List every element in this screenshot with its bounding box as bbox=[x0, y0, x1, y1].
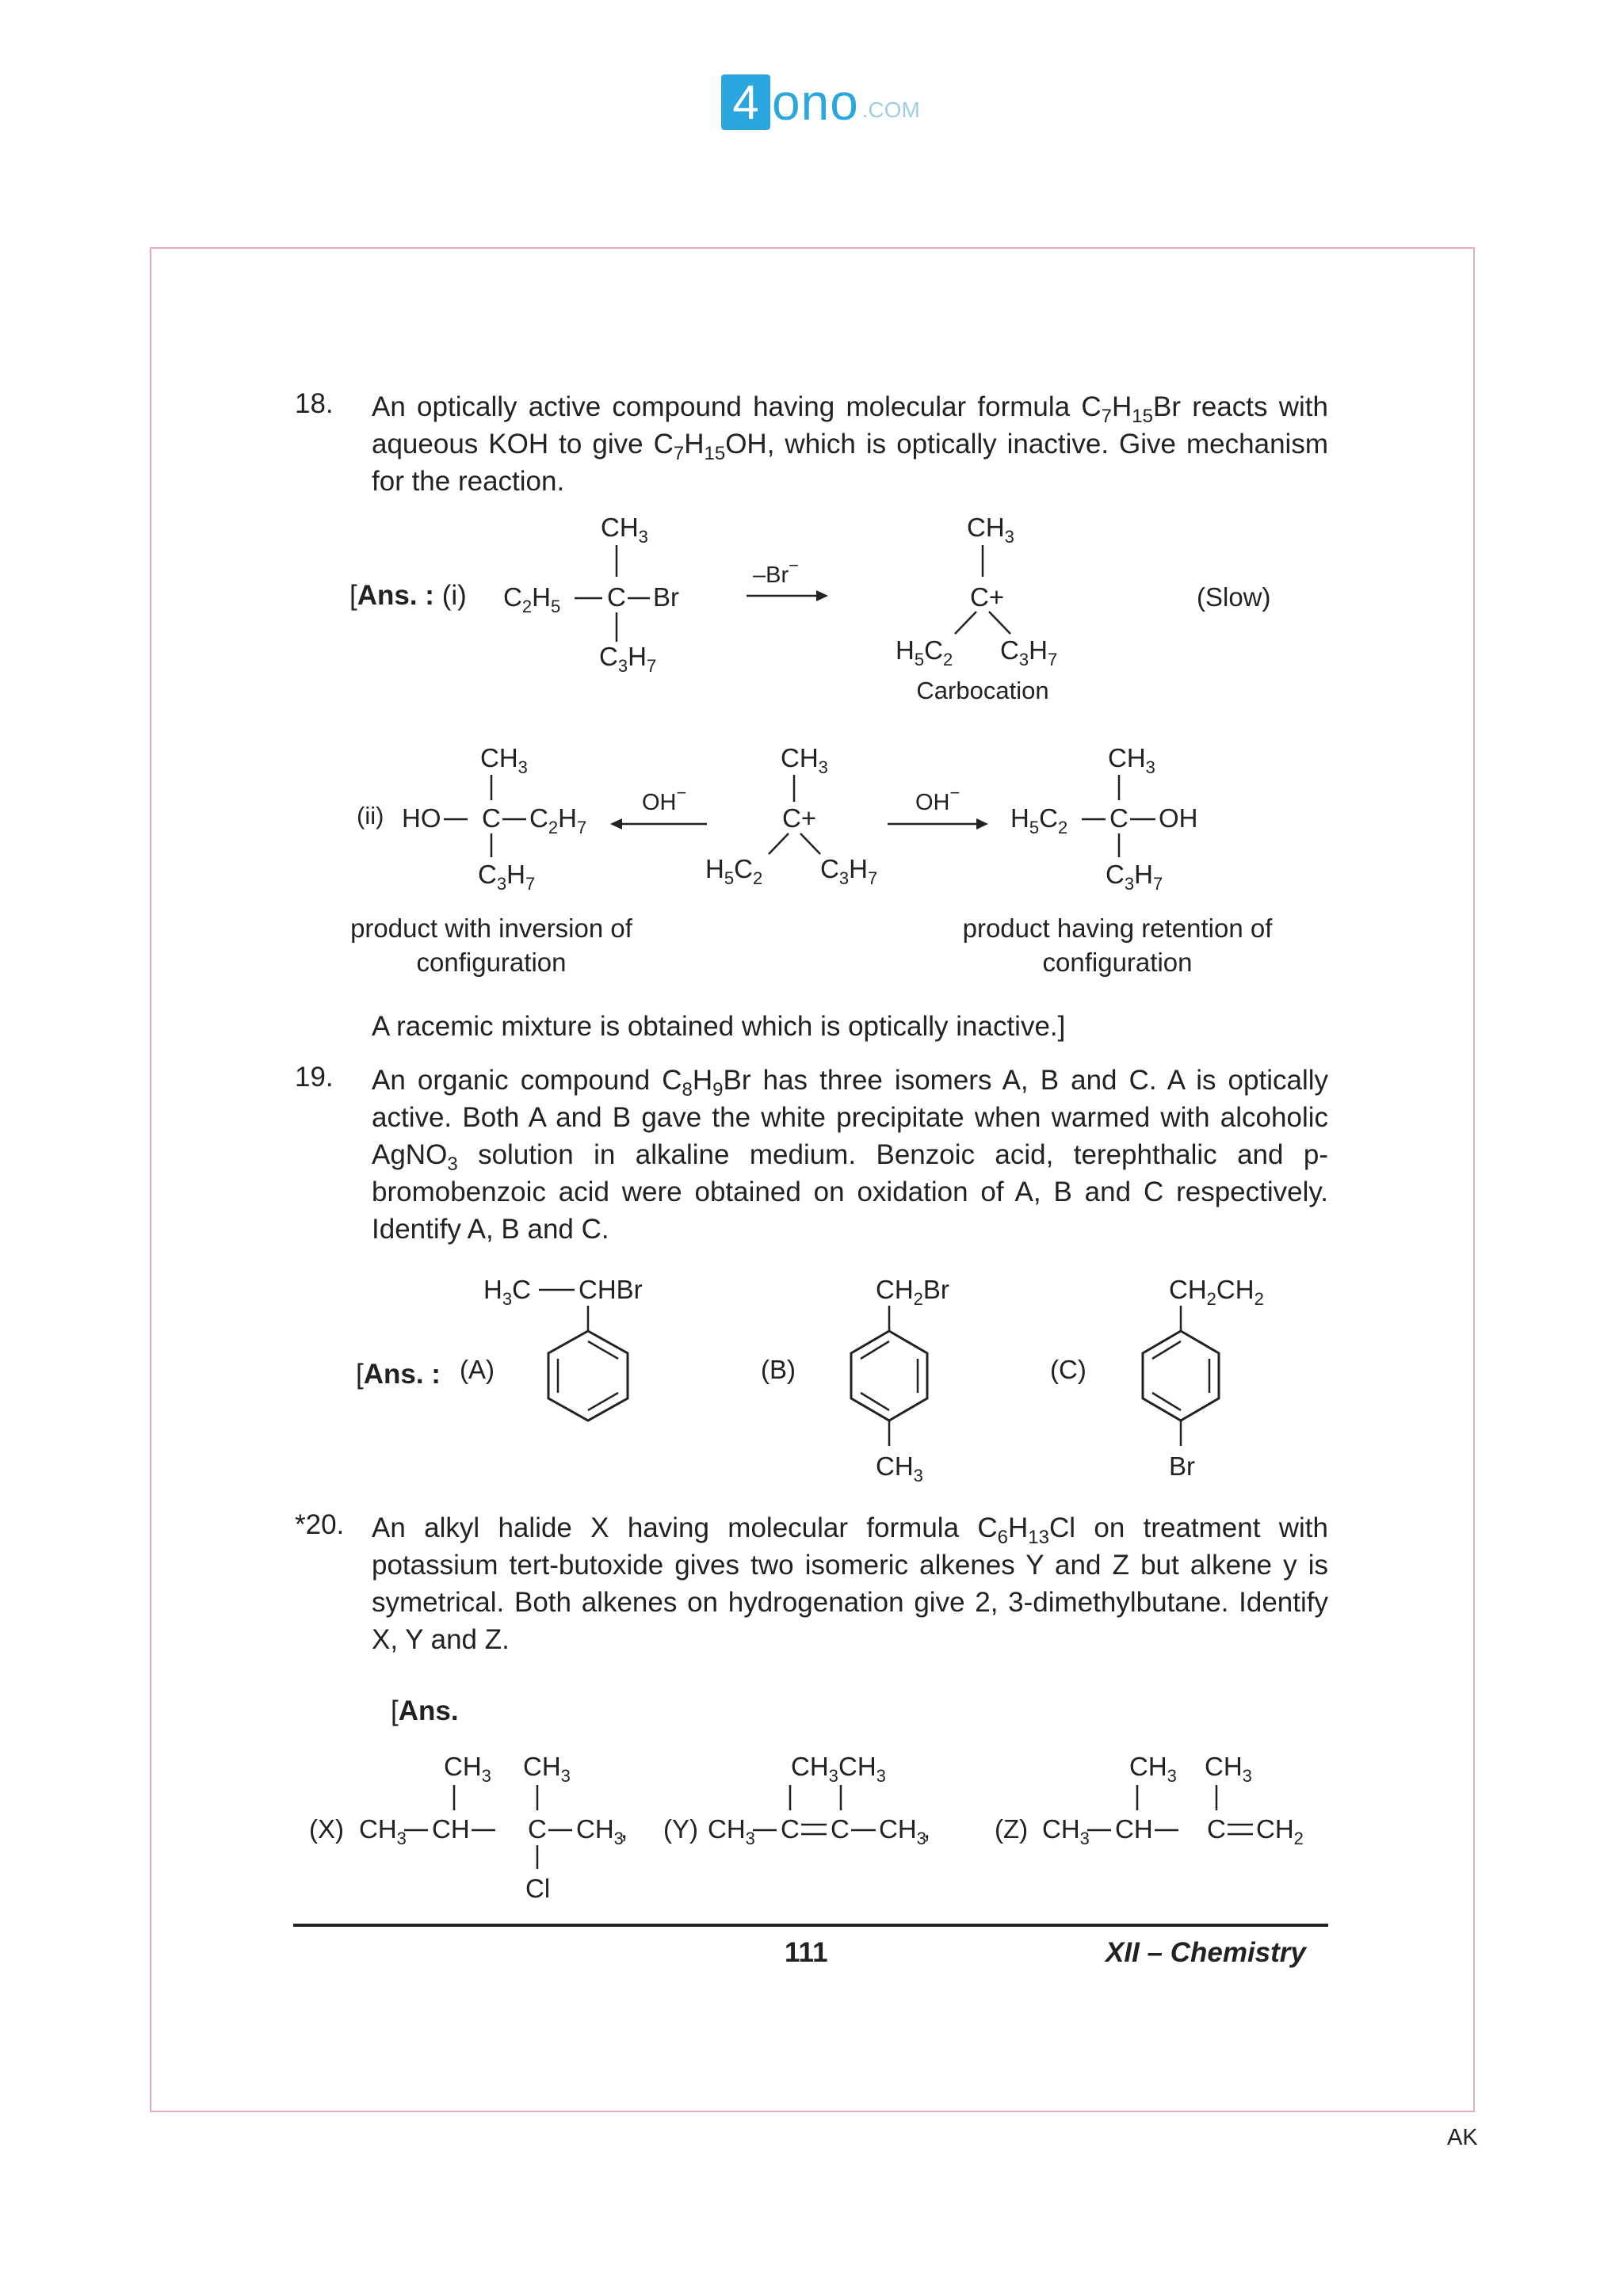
carbon-atom: C bbox=[1207, 1814, 1226, 1844]
logo-suffix: .COM bbox=[861, 97, 920, 122]
bond bbox=[989, 612, 1010, 634]
separator-comma: , bbox=[621, 1814, 628, 1844]
carbocation-center: C+ bbox=[970, 582, 1005, 612]
ch-group: CH bbox=[432, 1814, 470, 1844]
question-19-text: An organic compound $C_8H_9Br$ has three isomers A, B and C. A is optically active. Both A and B gave the white precipitate when warmed with alcoholic AgNO$_3$ solution in alkaline medium. Benzoic acid, terephthalic and p-bromobenzoic acid were obtained on oxidation of A, B and C respectively. Identify A, B and C. bbox=[372, 1065, 1328, 1245]
question-20-text: An alkyl halide X having molecular formula $C_6H_{13}Cl$ on treatment with potassium tert-butoxide gives two isomeric alkenes Y and Z but alkene y is symetrical. Both alkenes on hydrogenation give 2, 3-dimethylbutane. Identify X, Y and Z. bbox=[372, 1512, 1328, 1655]
answer-label: Ans. : bbox=[357, 580, 434, 611]
hydroxyl-group: OH bbox=[1159, 803, 1198, 833]
carbon-atom: C bbox=[781, 1814, 800, 1844]
carbon-atom: C bbox=[1109, 803, 1128, 833]
carbon-atom: C bbox=[482, 803, 501, 833]
retention-caption: product having retention of configuration bbox=[962, 913, 1273, 977]
ch3-group: $CH_3$ bbox=[876, 1451, 923, 1486]
question-19-number: 19. bbox=[295, 1062, 334, 1093]
site-logo bbox=[721, 73, 920, 132]
ch3-group: $CH_3$ bbox=[1205, 1752, 1252, 1786]
carbocation-center: C+ bbox=[782, 803, 817, 833]
ring-double-bond bbox=[588, 1393, 618, 1410]
ch3-group: $CH_3$ bbox=[967, 515, 1014, 547]
ch3-group: $CH_3$ bbox=[359, 1814, 407, 1848]
page-number: 111 bbox=[785, 1937, 828, 1968]
ch3-group: $CH_3$ bbox=[1042, 1814, 1090, 1848]
label-c: (C) bbox=[1050, 1355, 1086, 1384]
c2h5-group: $C_2H_5$ bbox=[503, 582, 561, 616]
step-ii-label: (ii) bbox=[357, 802, 384, 830]
ch2br-group: $CH_2Br$ bbox=[876, 1275, 949, 1309]
bromine-atom: Br bbox=[1169, 1451, 1195, 1481]
c2h7-group: $C_2H_7$ bbox=[529, 803, 587, 837]
arrowhead bbox=[976, 818, 988, 830]
c3h7-group: $C_3H_7$ bbox=[599, 642, 657, 676]
benzene-ring bbox=[548, 1331, 628, 1421]
logo-box: 4 bbox=[721, 74, 770, 130]
label-a: (A) bbox=[460, 1355, 495, 1384]
answer-20-structures bbox=[305, 1747, 1335, 1905]
answer-20-label: [Ans. bbox=[391, 1695, 459, 1726]
c3h7-group: $C_3H_7$ bbox=[1106, 860, 1163, 894]
reagent-label: –Br− bbox=[753, 555, 799, 588]
ch3-group: $CH_3$ bbox=[1108, 745, 1155, 777]
c3h7-group: $C_3H_7$ bbox=[1000, 635, 1058, 669]
bond bbox=[769, 833, 789, 854]
reagent-label: OH− bbox=[915, 783, 960, 815]
reaction-18-step-ii bbox=[349, 745, 1339, 903]
question-18-text: An optically active compound having molecular formula $C_7H_{15}Br$ reacts with aqueous KOH to give $C_7H_{15}OH$, which is optically inactive. Give mechanism for the reaction. bbox=[372, 391, 1328, 497]
answer-label: Ans. bbox=[398, 1695, 459, 1726]
book-title: XII – Chemistry bbox=[1106, 1937, 1306, 1968]
ch3-group: $CH_3$ bbox=[791, 1752, 838, 1786]
step-i-label: (i) bbox=[441, 580, 467, 611]
label-x: (X) bbox=[309, 1814, 344, 1844]
ch3-group: $CH_3$ bbox=[879, 1814, 926, 1848]
benzene-ring bbox=[1143, 1331, 1219, 1421]
reaction-18-step-i bbox=[491, 515, 1363, 713]
c3h7-group: $C_3H_7$ bbox=[820, 854, 878, 888]
answer-label: Ans. : bbox=[363, 1359, 441, 1390]
answer-18-conclusion: A racemic mixture is obtained which is optically inactive.] bbox=[372, 1011, 1066, 1042]
ch3-group: $CH_3$ bbox=[601, 515, 648, 547]
ring-double-bond bbox=[588, 1341, 618, 1359]
ch3-group: $CH_3$ bbox=[523, 1752, 571, 1786]
ch3-group: $CH_3$ bbox=[480, 745, 528, 777]
bromine-atom: Br bbox=[653, 582, 679, 612]
ch3-group: $CH_3$ bbox=[444, 1752, 491, 1786]
ch3-group: $CH_3$ bbox=[708, 1814, 755, 1848]
separator-comma: , bbox=[923, 1814, 931, 1844]
answer-19-label: [Ans. : bbox=[356, 1359, 441, 1390]
hydroxyl-group: HO bbox=[402, 803, 441, 833]
chlorine-atom: Cl bbox=[525, 1874, 551, 1903]
question-18-number: 18. bbox=[295, 388, 334, 419]
benzene-ring bbox=[851, 1331, 927, 1421]
label-y: (Y) bbox=[663, 1814, 698, 1844]
h5c2-group: $H_5C_2$ bbox=[705, 854, 763, 888]
label-b: (B) bbox=[761, 1355, 796, 1384]
carbon-atom: C bbox=[528, 1814, 547, 1844]
carbon-atom: C bbox=[831, 1814, 850, 1844]
h5c2-group: $H_5C_2$ bbox=[896, 635, 953, 669]
h5c2-group: $H_5C_2$ bbox=[1010, 803, 1068, 837]
inversion-caption: product with inversion of configuration bbox=[350, 913, 632, 977]
ch3-group: $CH_3$ bbox=[1129, 1752, 1177, 1786]
h3c-group: $H_3C$ bbox=[483, 1275, 531, 1309]
c3h7-group: $C_3H_7$ bbox=[478, 860, 536, 894]
ch2ch2-group: $CH_2CH_2$ bbox=[1169, 1275, 1264, 1309]
question-20-number: *20. bbox=[295, 1509, 345, 1540]
footer-rule bbox=[293, 1924, 1328, 1927]
bond bbox=[800, 833, 820, 854]
answer-18-label: [Ans. : (i) bbox=[349, 580, 467, 611]
reagent-label: OH− bbox=[642, 783, 687, 815]
logo-text: ono bbox=[772, 74, 859, 131]
carbon-atom: C bbox=[607, 582, 626, 612]
chbr-group: CHBr bbox=[579, 1275, 643, 1304]
ch3-group: $CH_3$ bbox=[576, 1814, 624, 1848]
answer-19-structures bbox=[452, 1268, 1323, 1489]
ch3-group: $CH_3$ bbox=[781, 745, 828, 777]
ch2-group: $CH_2$ bbox=[1256, 1814, 1304, 1848]
ch3-group: $CH_3$ bbox=[838, 1752, 886, 1786]
carbocation-label: Carbocation bbox=[916, 677, 1049, 704]
bond bbox=[955, 612, 976, 634]
arrowhead bbox=[610, 818, 622, 830]
label-z: (Z) bbox=[995, 1814, 1029, 1844]
ch-group: CH bbox=[1115, 1814, 1153, 1844]
arrowhead bbox=[816, 590, 828, 601]
corner-mark: AK bbox=[1447, 2125, 1478, 2150]
slow-label: (Slow) bbox=[1197, 582, 1271, 612]
